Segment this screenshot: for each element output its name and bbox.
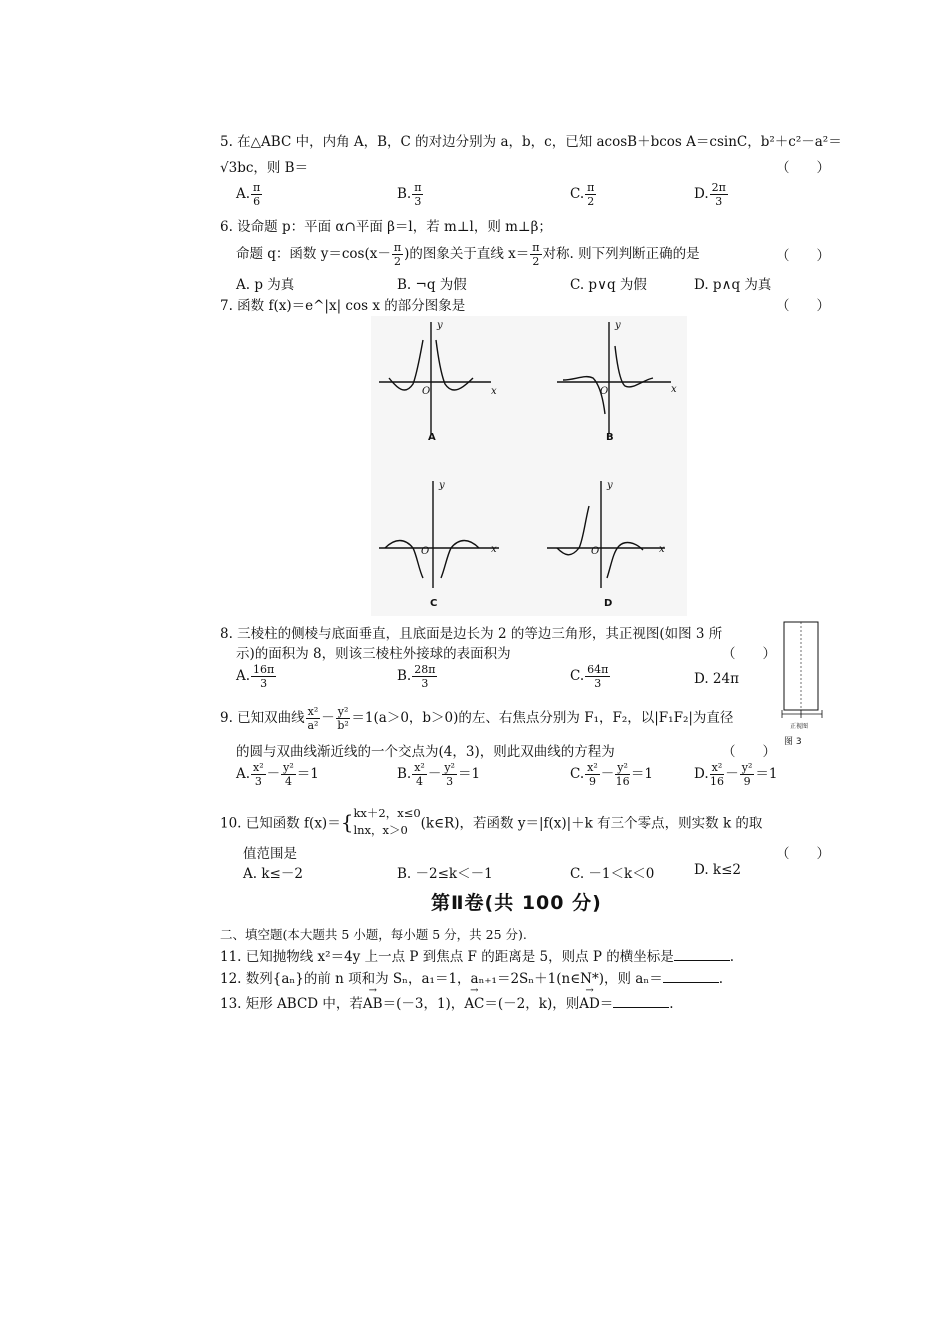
q6-option-d: D. p∧q 为真	[694, 277, 772, 293]
q9-option-c: C. $\frac{\text{x²}}{9}$ － $\frac{\text{y²}}{16}$ ＝1	[570, 761, 653, 788]
q13-answer-blank[interactable]	[613, 995, 669, 1008]
graph-a-caption: A	[428, 432, 436, 443]
graph-a-x-label: x	[491, 386, 497, 397]
q10-case1: kx＋2，x≤0	[353, 806, 421, 820]
figure-3-sublabel: 正视图	[790, 723, 809, 730]
q7-answer-paren: （ ）	[776, 298, 830, 314]
graph-d	[547, 481, 665, 588]
q7-line1: 7. 函数 f(x)＝e^|x| cos x 的部分图象是	[220, 298, 466, 314]
q8-option-b: B. $\frac{28\pi}{3}$	[397, 663, 436, 690]
section-2-title: 第Ⅱ卷(共 100 分)	[431, 892, 602, 914]
q9-answer-paren: （ ）	[722, 744, 776, 760]
q9-option-a: A. $\frac{\text{x²}}{3}$ － $\frac{\text{y²}}{4}$ ＝1	[236, 761, 319, 788]
graph-a-origin: O	[422, 386, 431, 397]
q5-option-a: A. $\frac{\pi}{6}$	[236, 181, 261, 208]
q5-option-d: D. $\frac{2\pi}{3}$	[694, 181, 726, 208]
graph-c-x-label: x	[491, 544, 497, 555]
q9-option-b: B. $\frac{\text{x²}}{4}$ － $\frac{\text{y²}}{3}$ ＝1	[397, 761, 481, 788]
q12-line: 12. 数列{aₙ}的前 n 项和为 Sₙ，a₁＝1，aₙ₊₁＝2Sₙ＋1(n∈N*)，则 aₙ＝ .	[220, 971, 723, 987]
q10-option-b: B. －2≤k＜－1	[397, 866, 493, 882]
q12-answer-blank[interactable]	[663, 970, 719, 983]
q5-answer-paren: （ ）	[776, 160, 830, 176]
graph-b-origin: O	[600, 386, 609, 397]
q6-line2: 命题 q：函数 y＝cos(x－ $\frac{\pi}{2}$ )的图象关于直线 x＝ $\frac{\pi}{2}$ 对称. 则下列判断正确的是	[236, 241, 700, 268]
q5-option-c: C. $\frac{\pi}{2}$	[570, 181, 595, 208]
q6-option-a: A. p 为真	[236, 277, 295, 293]
q8-line1: 8. 三棱柱的侧棱与底面垂直，且底面是边长为 2 的等边三角形，其正视图(如图 3 所	[220, 626, 723, 642]
graph-b-curve-right	[615, 346, 653, 387]
figure-3-caption: 图 3	[784, 737, 802, 747]
q10-line1: 10. 已知函数 f(x)＝{ kx＋2，x≤0 lnx，x＞0 (k∈R)，若函数 y＝|f(x)|＋k 有三个零点，则实数 k 的取	[220, 806, 763, 837]
q8-option-c: C. $\frac{64\pi}{3}$	[570, 663, 609, 690]
q8-line2: 示)的面积为 8，则该三棱柱外接球的表面积为	[236, 646, 511, 662]
graph-b	[557, 322, 671, 434]
q6-answer-paren: （ ）	[776, 248, 830, 264]
q8-option-d: D. 24π	[694, 671, 739, 687]
q11-answer-blank[interactable]	[674, 948, 730, 961]
q8-answer-paren: （ ）	[722, 646, 776, 662]
q5-option-b: B. $\frac{\pi}{3}$	[397, 181, 422, 208]
graph-a-y-label: y	[437, 320, 443, 331]
graph-c-curve-left	[385, 541, 423, 579]
q10-answer-paren: （ ）	[776, 846, 830, 862]
graph-d-x-label: x	[659, 544, 665, 555]
q10-option-d: D. k≤2	[694, 862, 742, 878]
q10-option-a: A. k≤－2	[243, 866, 303, 882]
graph-d-origin: O	[591, 546, 600, 557]
q9-line1: 9. 已知双曲线 $\frac{\text{x²}}{\text{a²}}$ － $\frac{\text{y²}}{\text{b²}}$ ＝1(a＞0，b＞0)的左、右焦点分别为 F₁，F₂，以|F₁F₂|为直径	[220, 705, 734, 732]
q6-option-c: C. p∨q 为假	[570, 277, 647, 293]
q5-line1: 5. 在△ABC 中，内角 A，B，C 的对边分别为 a，b，c，已知 acosB＋bcos A＝csinC，b²＋c²－a²＝	[220, 134, 842, 150]
q13-line: 13. 矩形 ABCD 中，若→ AB＝(－3，1)，→ AC＝(－2，k)，则→ AD＝ .	[220, 992, 674, 1012]
graph-b-caption: B	[606, 432, 614, 443]
q7-graphs-panel	[371, 316, 687, 616]
graph-d-caption: D	[604, 598, 613, 609]
graph-b-y-label: y	[615, 320, 621, 331]
q8-option-a: A. $\frac{16\pi}{3}$	[236, 663, 275, 690]
figure-3-front-view	[778, 620, 826, 750]
vector-ac: → AC	[464, 996, 484, 1012]
graph-d-y-label: y	[607, 480, 613, 491]
graph-c-caption: C	[430, 598, 438, 609]
q6-line1: 6. 设命题 p：平面 α∩平面 β＝l，若 m⊥l，则 m⊥β；	[220, 219, 552, 235]
q10-option-c: C. －1＜k＜0	[570, 866, 655, 882]
vector-ad: → AD	[579, 996, 600, 1012]
q7-graphs-svg	[371, 316, 687, 616]
graph-a	[379, 322, 491, 434]
q9-option-d: D. $\frac{\text{x²}}{16}$ － $\frac{\text{y²}}{9}$ ＝1	[694, 761, 778, 788]
section-2-heading: 二、填空题(本大题共 5 小题，每小题 5 分，共 25 分).	[220, 927, 527, 942]
graph-c	[379, 481, 499, 588]
q6-option-b: B. ¬q 为假	[397, 277, 467, 293]
q9-line2: 的圆与双曲线渐近线的一个交点为(4，3)，则此双曲线的方程为	[236, 744, 615, 760]
vector-ab: → AB	[363, 996, 383, 1012]
q5-line2: √3bc，则 B＝	[220, 160, 309, 176]
q10-case2: lnx，x＞0	[353, 822, 408, 837]
graph-b-x-label: x	[671, 384, 677, 395]
graph-c-y-label: y	[439, 480, 445, 491]
q11-line: 11. 已知抛物线 x²＝4y 上一点 P 到焦点 F 的距离是 5，则点 P 的横坐标是 .	[220, 949, 735, 965]
graph-c-origin: O	[421, 546, 430, 557]
graph-c-curve-right	[441, 541, 479, 579]
q10-line2: 值范围是	[243, 846, 297, 862]
